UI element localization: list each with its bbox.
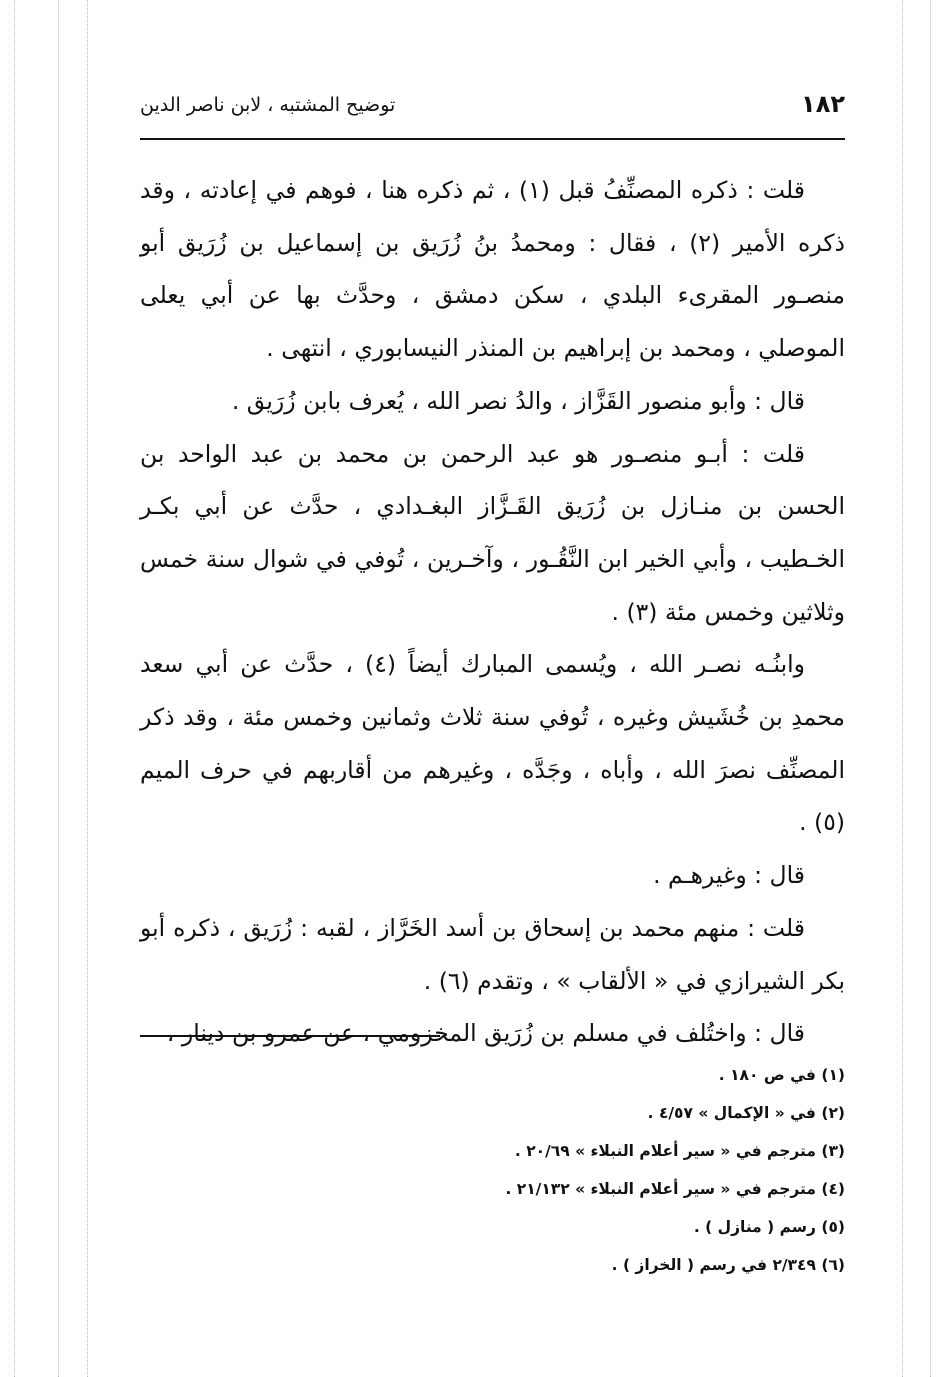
main-text: [140, 164, 845, 1060]
footnote: (٣) مترجم في « سير أعلام النبلاء » ٢٠/٦٩ .: [514, 1142, 845, 1160]
paragraph: قلت : منهم محمد بن إسحاق بن أسد الخَرَّاز ، لقبه : زُرَيق ، ذكره أبو بكر الشيرازي في « الألقاب » ، وتقدم (٦) .: [140, 913, 845, 995]
paragraph: قال : وأبو منصور القَزَّاز ، والدُ نصر الله ، يُعرف بابن زُرَيق .: [231, 386, 805, 415]
book-page: [140, 0, 845, 1377]
paragraph: قلت : ذكره المصنِّفُ قبل (١) ، ثم ذكره هنا ، فوهم في إعادته ، وقد ذكره الأمير (٢) ، فقال : ومحمدُ بنُ زُرَيق بن إسماعيل بن زُرَيق أبو منصـور المقرىء البلدي ، سكن دمشق ، وحدَّث بها عن أبي يعلى الموصلي ، ومحمد بن إبراهيم بن المنذر النيسابوري ، انتهى .: [140, 176, 845, 363]
paragraph: وابنُـه نصـر الله ، ويُسمى المبارك أيضاً (٤) ، حدَّث عن أبي سعد محمدِ بن خُشَيش وغيره ، تُوفي سنة ثلاث وثمانين وخمس مئة ، وقد ذكر المصنِّف نصرَ الله ، وأباه ، وجَدَّه ، وغيرهم من أقاربهم في حرف الميم (٥) .: [140, 650, 845, 837]
header-divider: [140, 138, 845, 140]
paragraph: قال : واختُلف في مسلم بن زُرَيق المخزومي ، عن عمرو بن دينار ،: [166, 1019, 805, 1048]
page-header: [140, 90, 845, 130]
scan-guide-line: [930, 0, 931, 1377]
footnote: (٤) مترجم في « سير أعلام النبلاء » ٢١/١٣٢ .: [505, 1180, 845, 1198]
page-number: ١٨٢: [801, 90, 845, 118]
scan-guide-line: [14, 0, 15, 1377]
footnote: (٥) رسم ( منازل ) .: [693, 1218, 845, 1236]
running-title: توضيح المشتبه ، لابن ناصر الدين: [140, 94, 396, 116]
scan-guide-line: [87, 0, 88, 1377]
footnote: (٦) ٢/٣٤٩ في رسم ( الخراز ) .: [611, 1256, 845, 1274]
footnote-divider: [140, 1035, 440, 1037]
paragraph: قال : وغيرهـم .: [653, 861, 805, 890]
scan-guide-line: [902, 0, 903, 1377]
footnote: (٢) في « الإكمال » ٤/٥٧ .: [647, 1104, 845, 1122]
footnotes: [140, 1056, 845, 1284]
scan-guide-line: [58, 0, 59, 1377]
footnote: (١) في ص ١٨٠ .: [718, 1066, 845, 1084]
paragraph: قلت : أبـو منصـور هو عبد الرحمن بن محمد بن عبد الواحد بن الحسن بن منـازل بن زُرَيق القَـزَّاز البغـدادي ، حدَّث عن أبي بكـر الخـطيب ، وأبي الخير ابن النَّقُـور ، وآخـرين ، تُوفي في شوال سنة خمس وثلاثين وخمس مئة (٣) .: [140, 439, 845, 626]
